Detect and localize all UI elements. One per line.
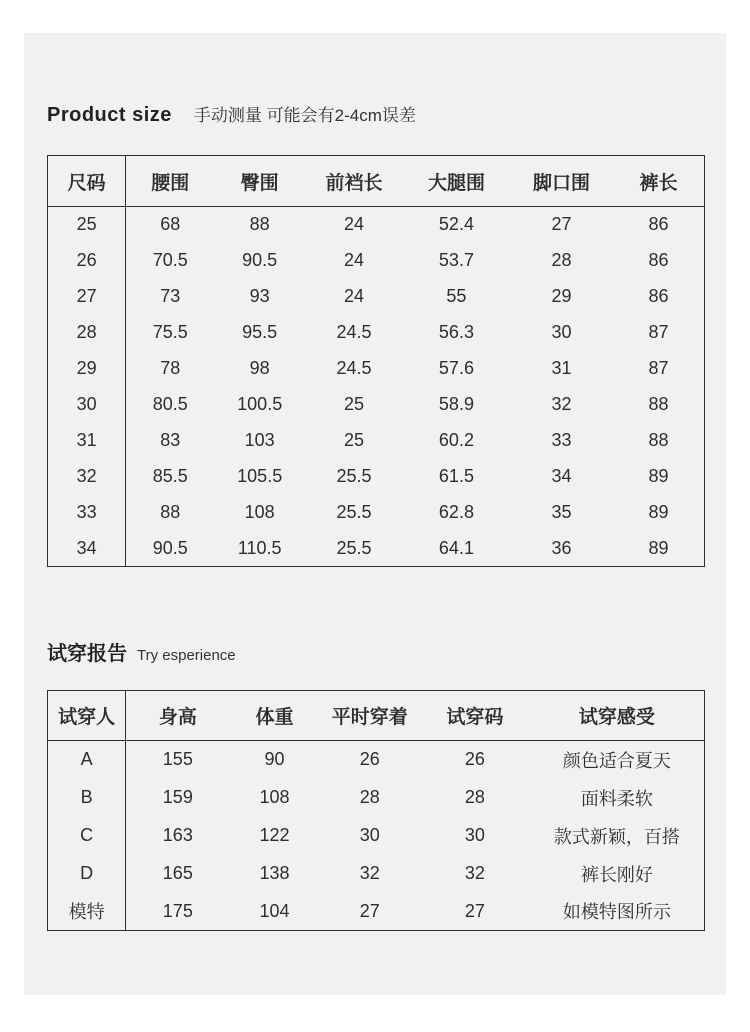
table-cell: 87 — [648, 322, 669, 342]
table-cell: 57.6 — [438, 358, 474, 378]
column-header: 脚口围 — [533, 172, 591, 194]
table-row — [48, 243, 705, 279]
table-cell: 105.5 — [237, 466, 283, 486]
table-cell: 25 — [48, 207, 126, 243]
table-cell: 27 — [464, 900, 485, 921]
column-header: 体重 — [255, 707, 294, 728]
table-cell: 98 — [249, 358, 270, 378]
try-experience-heading — [47, 637, 236, 666]
table-cell: 24 — [343, 286, 364, 306]
table-cell: 34 — [551, 466, 572, 486]
table-cell: 35 — [551, 502, 572, 522]
column-header: 大腿围 — [427, 172, 485, 194]
table-cell: 68 — [160, 214, 181, 235]
table-cell: 28 — [359, 787, 380, 807]
table-cell: 33 — [48, 495, 126, 531]
table-cell: 104 — [259, 900, 290, 921]
table-cell: 163 — [162, 825, 193, 845]
table-cell: 108 — [259, 787, 290, 807]
table-cell: D — [48, 855, 126, 893]
table-cell: 95.5 — [242, 322, 278, 342]
table-cell: 30 — [359, 825, 380, 845]
table-cell: 28 — [48, 315, 126, 351]
try-report-title-zh: 试穿报告 — [47, 643, 127, 665]
table-cell: 155 — [162, 749, 193, 770]
table-cell: 89 — [648, 502, 669, 522]
table-cell: 108 — [244, 502, 275, 522]
table-cell: 75.5 — [152, 322, 188, 342]
table-cell: 25.5 — [336, 502, 372, 522]
table-cell: 88 — [249, 214, 270, 235]
table-cell: 100.5 — [237, 394, 283, 414]
table-cell: 模特 — [48, 893, 126, 931]
table-cell: 159 — [162, 787, 193, 807]
product-size-table — [47, 155, 705, 567]
table-cell: 24 — [343, 250, 364, 270]
table-cell: 73 — [160, 286, 181, 306]
table-row — [48, 495, 705, 531]
table-cell: 面料柔软 — [580, 788, 653, 809]
table-cell: 165 — [162, 863, 193, 883]
column-header: 试穿感受 — [578, 707, 655, 728]
table-cell: 32 — [48, 459, 126, 495]
table-cell: 61.5 — [438, 466, 474, 486]
table-cell: 33 — [551, 430, 572, 450]
table-cell: 24.5 — [336, 322, 372, 342]
table-row — [48, 207, 705, 243]
table-cell: 裤长刚好 — [580, 864, 653, 885]
table-cell: 88 — [160, 502, 181, 522]
table-cell: A — [48, 741, 126, 779]
table-cell: 138 — [259, 863, 290, 883]
table-cell: 90.5 — [242, 250, 278, 270]
table-cell: 30 — [464, 825, 485, 845]
measurement-tolerance-note: 手动测量 可能会有2-4cm误差 — [193, 106, 416, 125]
table-cell: 56.3 — [438, 322, 474, 342]
column-header: 试穿码 — [446, 707, 504, 728]
table-cell: 64.1 — [438, 537, 474, 558]
table-cell: 31 — [48, 423, 126, 459]
table-cell: 88 — [648, 394, 669, 414]
try-report-title-en: Try esperience — [137, 647, 236, 664]
table-cell: 90.5 — [152, 537, 188, 558]
table-cell: 89 — [648, 466, 669, 486]
table-row — [48, 779, 705, 817]
table-cell: 32 — [464, 863, 485, 883]
table-cell: 29 — [48, 351, 126, 387]
table-cell: C — [48, 817, 126, 855]
size-table-body — [48, 207, 705, 567]
column-header: 尺码 — [48, 156, 126, 207]
column-header: 裤长 — [639, 172, 678, 194]
column-header: 平时穿着 — [331, 707, 408, 728]
table-cell: 58.9 — [438, 394, 474, 414]
column-header: 腰围 — [151, 172, 190, 194]
table-cell: B — [48, 779, 126, 817]
table-cell: 83 — [160, 430, 181, 450]
table-row — [48, 279, 705, 315]
table-cell: 93 — [249, 286, 270, 306]
table-cell: 如模特图所示 — [562, 902, 671, 923]
table-row — [48, 351, 705, 387]
table-cell: 86 — [648, 214, 669, 235]
table-cell: 26 — [48, 243, 126, 279]
table-cell: 32 — [359, 863, 380, 883]
try-experience-table — [47, 690, 705, 931]
table-cell: 34 — [48, 531, 126, 567]
table-cell: 86 — [648, 286, 669, 306]
table-cell: 26 — [464, 749, 485, 770]
table-row — [48, 423, 705, 459]
table-cell: 36 — [551, 537, 572, 558]
table-cell: 27 — [551, 214, 572, 235]
table-row — [48, 315, 705, 351]
size-table-header-row — [48, 156, 705, 207]
table-cell: 103 — [244, 430, 275, 450]
column-header: 前裆长 — [325, 172, 383, 194]
table-cell: 25.5 — [336, 537, 372, 558]
product-size-title: Product size — [47, 104, 172, 126]
table-cell: 110.5 — [237, 537, 282, 558]
column-header: 试穿人 — [48, 691, 126, 741]
table-row — [48, 741, 705, 779]
table-cell: 85.5 — [152, 466, 188, 486]
table-cell: 25.5 — [336, 466, 372, 486]
table-cell: 27 — [48, 279, 126, 315]
table-row — [48, 893, 705, 931]
table-cell: 86 — [648, 250, 669, 270]
table-cell: 53.7 — [438, 250, 474, 270]
table-cell: 26 — [359, 749, 380, 770]
table-cell: 24 — [343, 214, 364, 235]
table-cell: 25 — [343, 394, 364, 414]
column-header: 身高 — [158, 707, 197, 728]
table-cell: 80.5 — [152, 394, 188, 414]
table-cell: 27 — [359, 900, 380, 921]
table-cell: 70.5 — [152, 250, 188, 270]
table-row — [48, 855, 705, 893]
table-cell: 78 — [160, 358, 181, 378]
table-cell: 24.5 — [336, 358, 372, 378]
size-info-panel — [24, 33, 726, 995]
table-cell: 122 — [259, 825, 290, 845]
column-header: 臀围 — [240, 172, 279, 194]
try-table-header-row — [48, 691, 705, 741]
table-row — [48, 531, 705, 567]
try-table-body — [48, 741, 705, 931]
table-cell: 31 — [551, 358, 572, 378]
table-cell: 62.8 — [438, 502, 474, 522]
product-size-heading — [47, 101, 416, 127]
table-cell: 28 — [464, 787, 485, 807]
table-cell: 87 — [648, 358, 669, 378]
table-cell: 88 — [648, 430, 669, 450]
table-cell: 89 — [648, 537, 669, 558]
table-cell: 90 — [264, 749, 285, 770]
table-cell: 30 — [551, 322, 572, 342]
table-row — [48, 817, 705, 855]
table-cell: 55 — [446, 286, 467, 306]
table-row — [48, 459, 705, 495]
table-cell: 颜色适合夏天 — [562, 750, 671, 771]
table-row — [48, 387, 705, 423]
table-cell: 60.2 — [438, 430, 474, 450]
table-cell: 款式新颖，百搭 — [553, 826, 680, 847]
table-cell: 29 — [551, 286, 572, 306]
table-cell: 25 — [343, 430, 364, 450]
table-cell: 32 — [551, 394, 572, 414]
table-cell: 28 — [551, 250, 572, 270]
table-cell: 52.4 — [438, 214, 474, 235]
table-cell: 175 — [162, 900, 193, 921]
table-cell: 30 — [48, 387, 126, 423]
